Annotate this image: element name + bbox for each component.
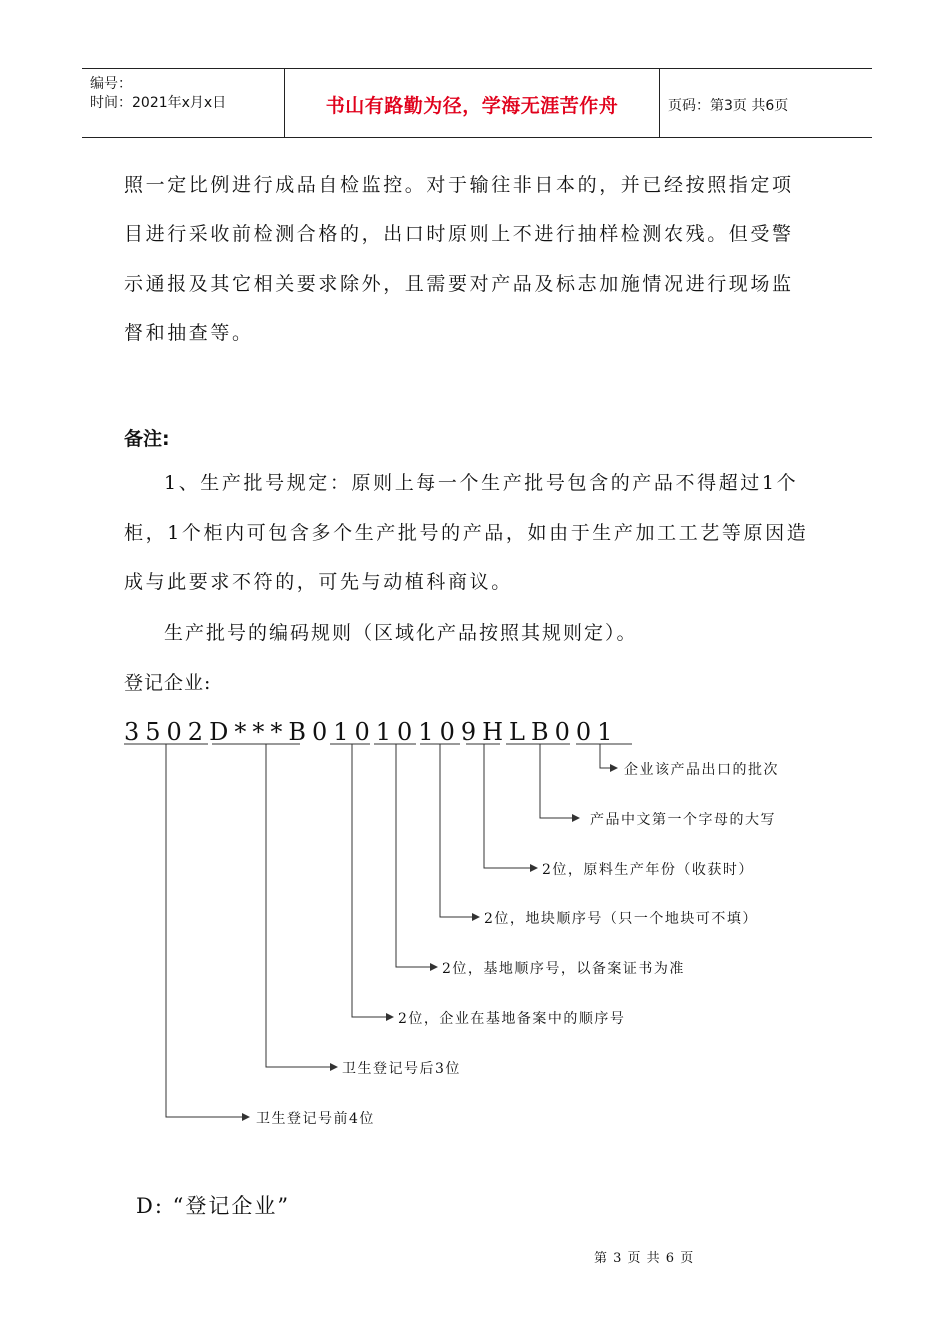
coding-rule-line: 生产批号的编码规则（区域化产品按照其规则定）。 (164, 622, 638, 644)
label-hygiene-first4: 卫生登记号前4位 (256, 1111, 375, 1127)
header-motto-cell (285, 69, 660, 137)
page-header (82, 68, 872, 138)
paragraph-line: 1、生产批号规定：原则上每一个生产批号包含的产品不得超过1个 (164, 472, 799, 494)
label-enterprise-order: 2位，企业在基地备案中的顺序号 (398, 1011, 626, 1027)
header-meta-cell (82, 69, 285, 137)
header-page-number: 页码：第3页 共6页 (668, 98, 789, 114)
header-page-cell (660, 69, 872, 137)
label-batch: 企业该产品出口的批次 (624, 762, 779, 778)
label-harvest-year: 2位，原料生产年份（收获时） (542, 862, 754, 878)
batch-code: 3502D***B01010109HLB001 (124, 718, 619, 746)
label-product-initial: 产品中文第一个字母的大写 (590, 812, 776, 828)
document-date: 时间：2021年x月x日 (90, 95, 227, 111)
registered-enterprise-label: 登记企业: (124, 672, 212, 694)
label-base-number: 2位，基地顺序号，以备案证书为准 (442, 961, 685, 977)
document-code: 编号： (90, 76, 132, 92)
paragraph-line: 柜，1个柜内可包含多个生产批号的产品，如由于生产加工工艺等原因造 (124, 522, 809, 544)
paragraph-line: 督和抽查等。 (124, 322, 254, 344)
label-hygiene-last3: 卫生登记号后3位 (342, 1061, 461, 1077)
page-footer: 第 3 页 共 6 页 (594, 1251, 695, 1266)
paragraph-line: 照一定比例进行成品自检监控。对于输往非日本的，并已经按照指定项 (124, 174, 794, 196)
d-definition-line: D: “登记企业” (136, 1194, 291, 1218)
paragraph-line: 目进行采收前检测合格的，出口时原则上不进行抽样检测农残。但受警 (124, 223, 794, 245)
remark-heading: 备注: (124, 428, 170, 450)
header-motto: 书山有路勤为径，学海无涯苦作舟 (325, 95, 619, 117)
paragraph-line: 示通报及其它相关要求除外，且需要对产品及标志加施情况进行现场监 (124, 273, 794, 295)
label-plot-number: 2位，地块顺序号（只一个地块可不填） (484, 911, 758, 927)
paragraph-line: 成与此要求不符的，可先与动植科商议。 (124, 571, 513, 593)
